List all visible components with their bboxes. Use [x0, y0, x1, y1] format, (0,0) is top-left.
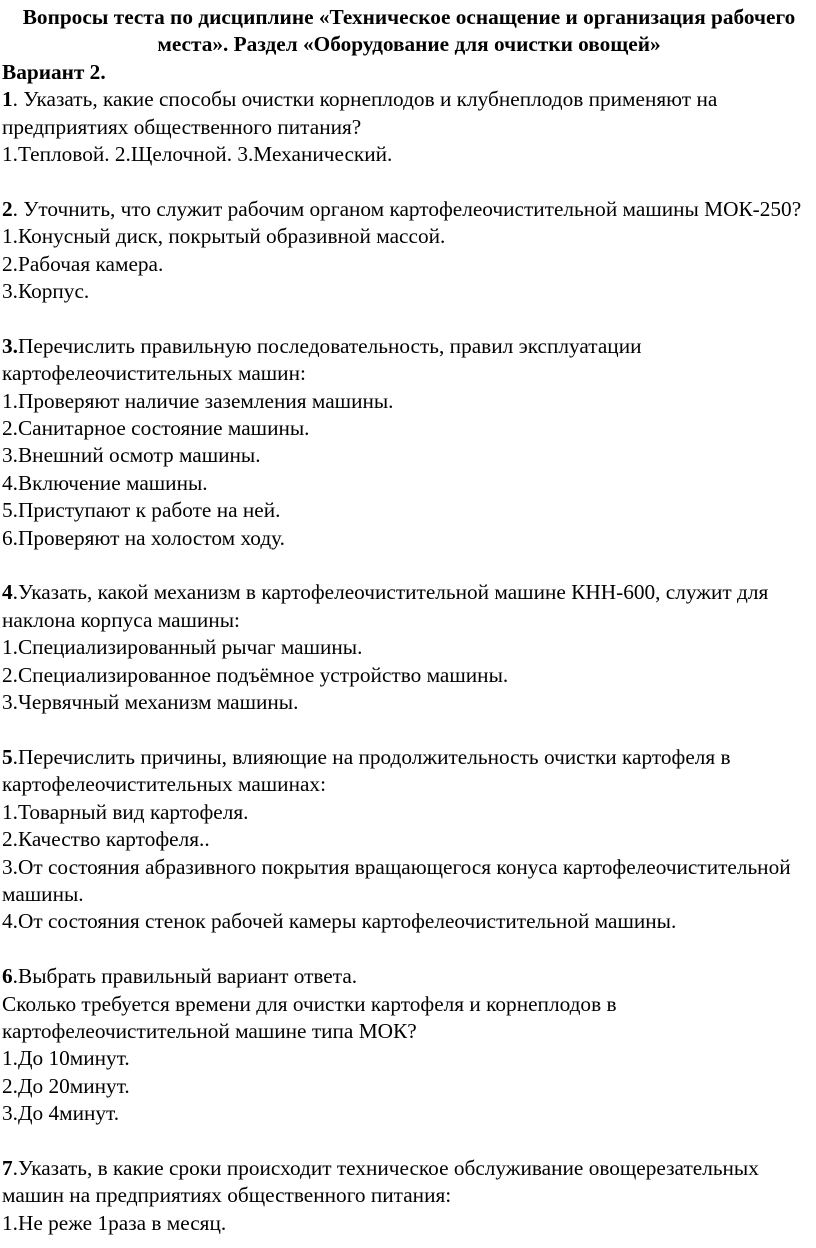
- variant-heading: Вариант 2.: [2, 59, 106, 84]
- question-subtext: Сколько требуется времени для очистки картофеля и корнеплодов в картофелеочистительной машине типа МОК?: [2, 991, 617, 1043]
- question-number: 4: [2, 580, 13, 605]
- question-body: Выбрать правильный вариант ответа.: [17, 964, 358, 989]
- question-number: 5: [2, 744, 13, 769]
- question-number: 3.: [2, 333, 18, 358]
- answer-option: 3.От состояния абразивного покрытия вращающегося конуса картофелеочистительной машины.: [2, 854, 791, 906]
- questions-list: [2, 86, 816, 1237]
- question-text: [2, 579, 816, 634]
- document-title: Вопросы теста по дисциплине «Техническое оснащение и организация рабочего места». Раздел «Оборудование для очистки овощей»: [22, 5, 796, 57]
- answer-option: 1.Специализированный рычаг машины.: [2, 635, 363, 660]
- question-separator: .: [12, 964, 18, 989]
- answer-option: 6.Проверяют на холостом ходу.: [2, 525, 285, 550]
- answer-option: 2.До 20минут.: [2, 1073, 130, 1098]
- question-text: [2, 1155, 816, 1210]
- question-number: 2: [2, 196, 13, 221]
- question-spacer: [2, 168, 816, 195]
- question-block: [2, 1155, 816, 1237]
- question-number: 7: [2, 1155, 13, 1180]
- answer-option: 1.До 10минут.: [2, 1046, 130, 1071]
- answer-options: [2, 1210, 816, 1237]
- answer-option: 3.До 4минут.: [2, 1101, 120, 1126]
- question-spacer: [2, 717, 816, 744]
- answer-option: 2.Качество картофеля..: [2, 827, 210, 852]
- answer-options: [2, 634, 816, 716]
- question-block: [2, 579, 816, 716]
- question-body: Перечислить правильную последовательность, правил эксплуатации картофелеочистительных машин:: [2, 333, 642, 386]
- question-number: 1: [2, 87, 13, 112]
- question-spacer: [2, 936, 816, 963]
- question-block: [2, 196, 816, 306]
- answer-option: 2.Рабочая камера.: [2, 251, 164, 276]
- answer-option: 4.Включение машины.: [2, 470, 208, 495]
- question-separator: .: [12, 744, 18, 769]
- answer-options: [2, 223, 816, 305]
- question-spacer: [2, 305, 816, 332]
- question-block: [2, 86, 816, 168]
- question-body: Уточнить, что служит рабочим органом картофелеочистительной машины МОК-250?: [23, 196, 802, 221]
- question-separator: .: [12, 196, 24, 221]
- question-spacer: [2, 552, 816, 579]
- answer-option: 3.Внешний осмотр машины.: [2, 443, 261, 468]
- answer-option: 5.Приступают к работе на ней.: [2, 498, 281, 523]
- question-text: [2, 86, 816, 141]
- question-block: [2, 744, 816, 936]
- question-separator: .: [12, 580, 18, 605]
- answer-options: [2, 141, 816, 168]
- answer-option: 1.Конусный диск, покрытый образивной массой.: [2, 224, 446, 249]
- answer-option: 2.Специализированное подъёмное устройство машины.: [2, 662, 509, 687]
- question-body: Указать, какие способы очистки корнеплодов и клубнеплодов применяют на предприятиях общественного питания?: [2, 87, 718, 139]
- question-text: [2, 744, 816, 799]
- question-body: Указать, какой механизм в картофелеочистительной машине КНН-600, служит для наклона корпуса машины:: [2, 580, 769, 632]
- answer-options: [2, 799, 816, 936]
- question-text: [2, 963, 816, 990]
- question-number: 6: [2, 964, 13, 989]
- answer-option: 2.Санитарное состояние машины.: [2, 416, 310, 441]
- question-text: [2, 196, 816, 223]
- question-body: Указать, в какие сроки происходит техническое обслуживание овощерезательных машин на предприятиях общественного питания:: [2, 1155, 759, 1208]
- answer-option: 1.Проверяют наличие заземления машины.: [2, 388, 394, 413]
- answer-option: 4.От состояния стенок рабочей камеры картофелеочистительной машины.: [2, 909, 677, 934]
- question-separator: .: [12, 87, 24, 112]
- answer-option: 3.Червячный механизм машины.: [2, 690, 299, 715]
- question-block: [2, 333, 816, 552]
- answer-option: 3.Корпус.: [2, 279, 90, 304]
- question-separator: .: [12, 1155, 18, 1180]
- answer-option: 1.Не реже 1раза в месяц.: [2, 1210, 227, 1235]
- answer-options: [2, 1045, 816, 1127]
- answer-options: [2, 388, 816, 552]
- question-block: [2, 963, 816, 1127]
- question-text: [2, 333, 816, 388]
- answer-option: 1.Тепловой. 2.Щелочной. 3.Механический.: [2, 142, 393, 167]
- answer-option: 1.Товарный вид картофеля.: [2, 799, 249, 824]
- question-spacer: [2, 1128, 816, 1155]
- question-body: Перечислить причины, влияющие на продолжительность очистки картофеля в картофелеочистительных машинах:: [2, 744, 731, 797]
